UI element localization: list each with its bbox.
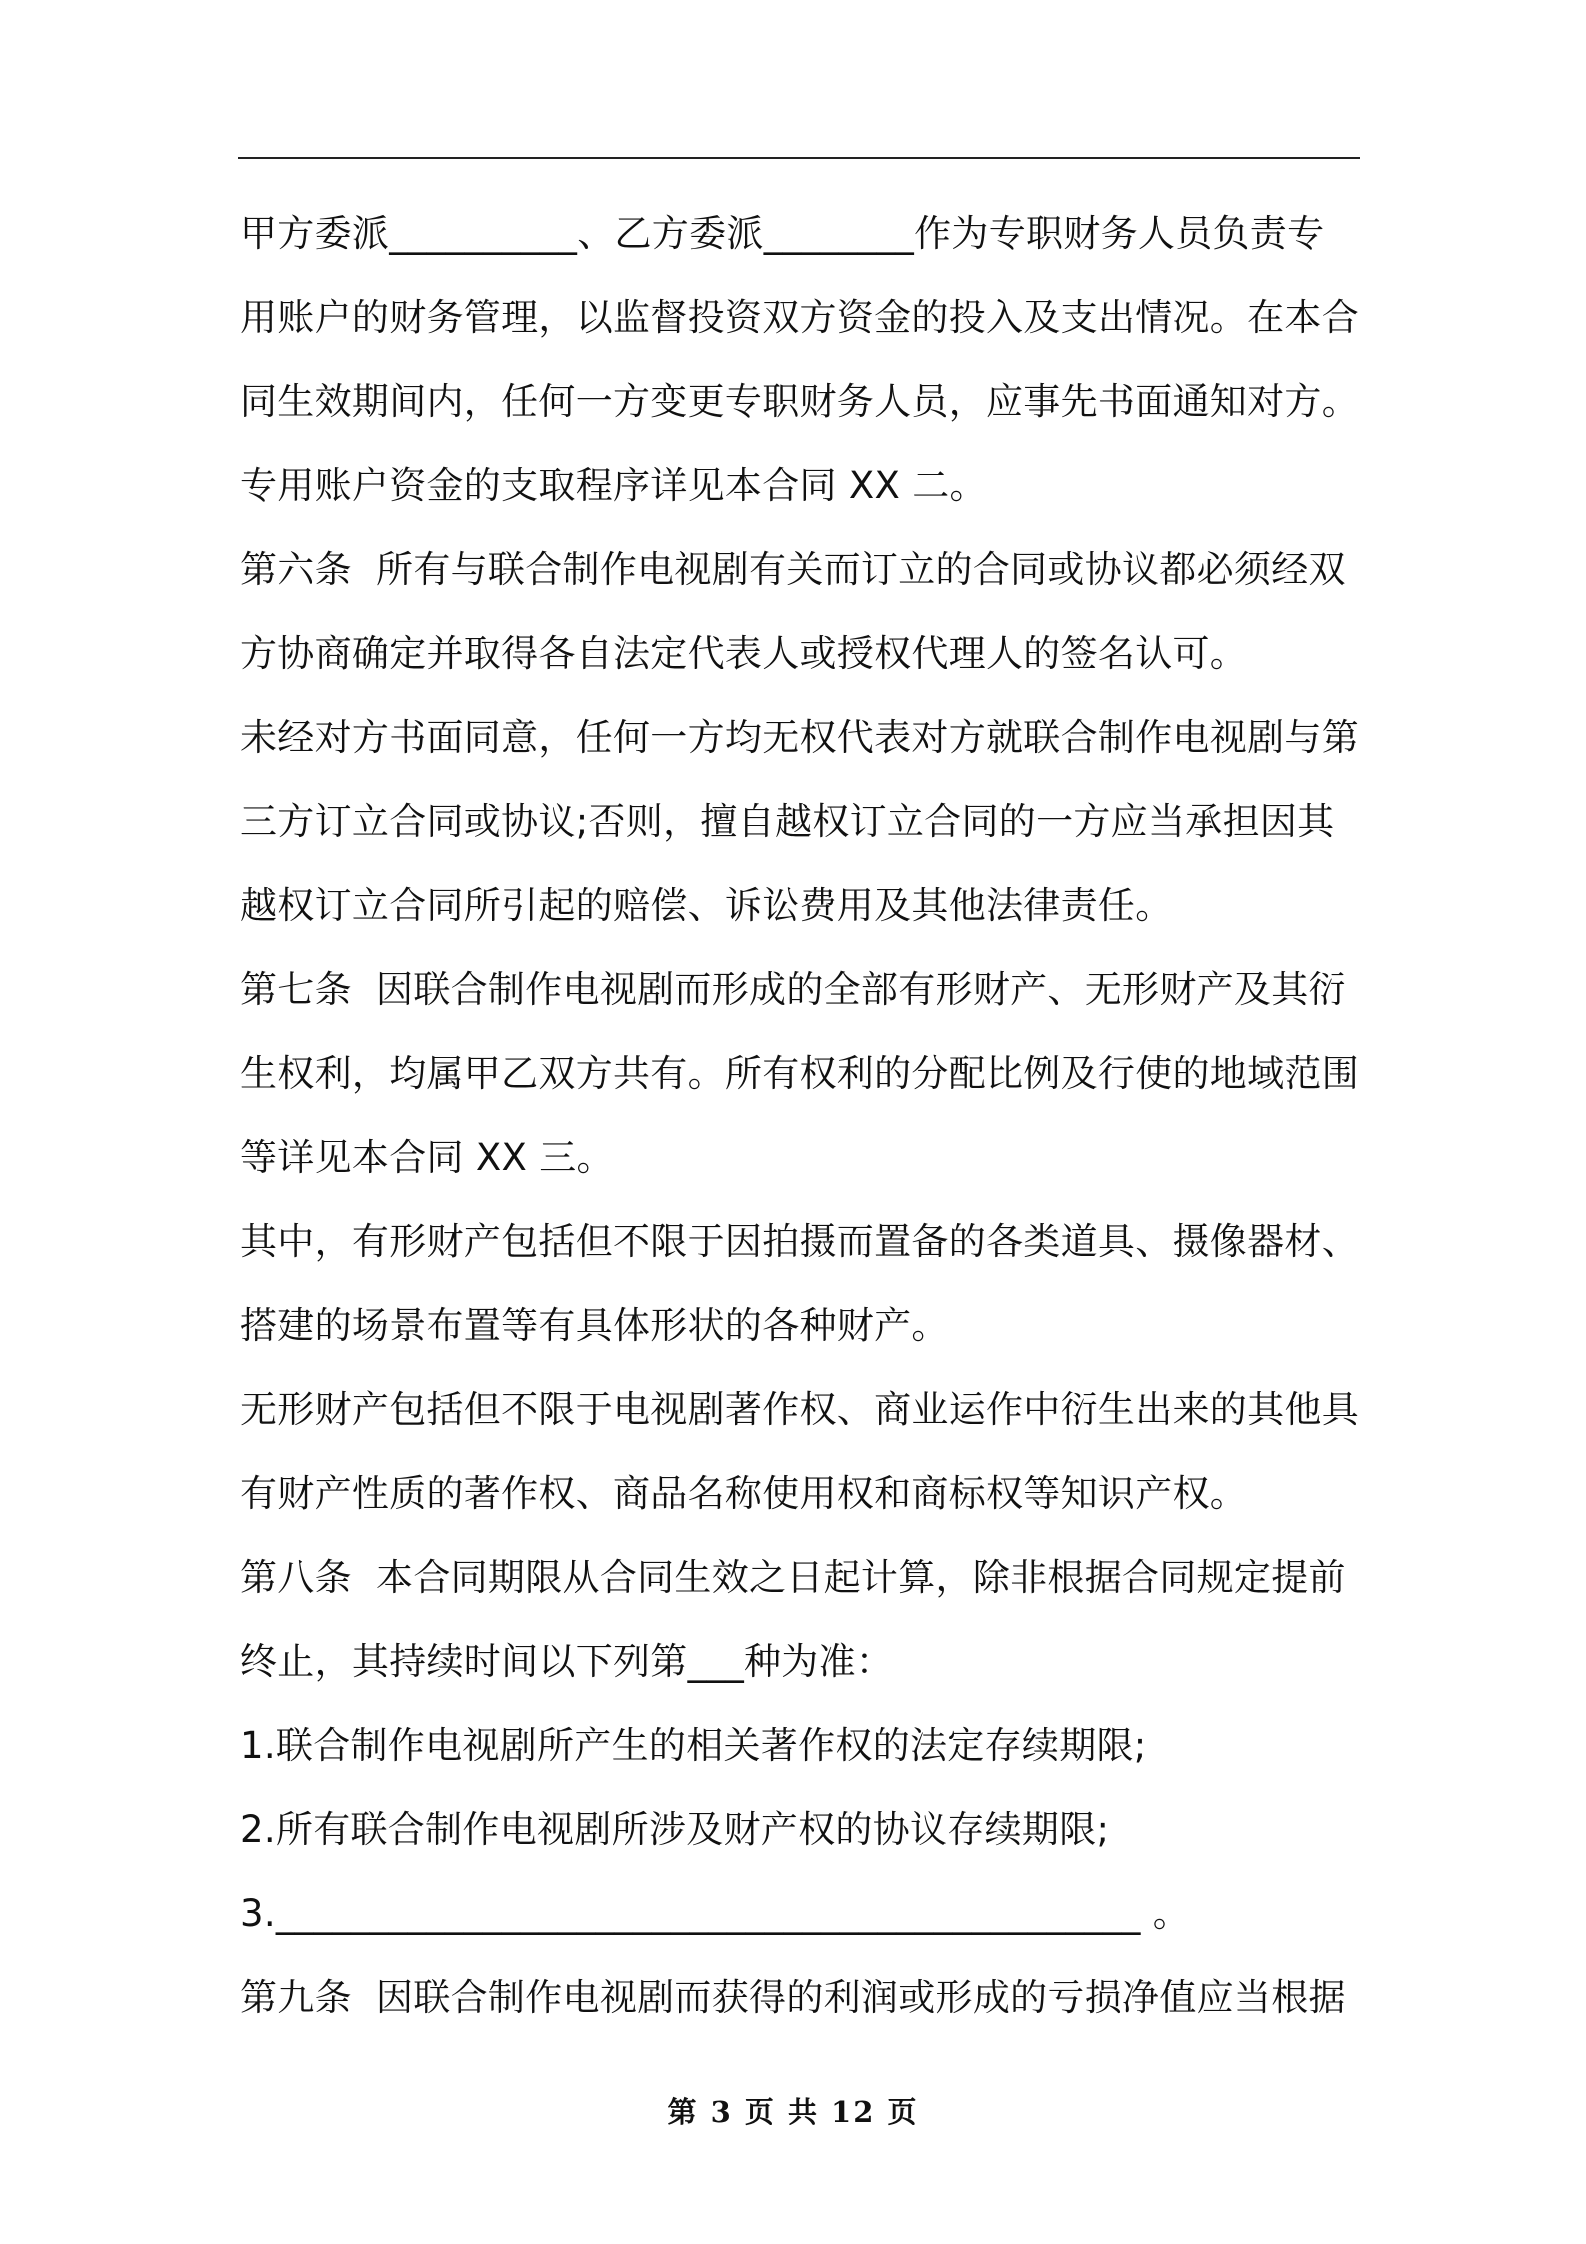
text-line: 等详见本合同 XX 三。: [240, 1136, 614, 1179]
page-number: 第 3 页 共 12 页: [667, 2095, 919, 2129]
article-9-line: 第九条 因联合制作电视剧而获得的利润或形成的亏损净值应当根据: [240, 1976, 1346, 2019]
text-line: 三方订立合同或协议;否则，擅自越权订立合同的一方应当承担因其: [240, 800, 1335, 843]
text-line: 甲方委派__________、乙方委派________作为专职财务人员负责专: [240, 212, 1325, 255]
text-line: 方协商确定并取得各自法定代表人或授权代理人的签名认可。: [240, 632, 1248, 675]
article-8-line: 第八条 本合同期限从合同生效之日起计算，除非根据合同规定提前: [240, 1556, 1346, 1599]
text-line: 未经对方书面同意，任何一方均无权代表对方就联合制作电视剧与第: [240, 716, 1359, 759]
text-line: 用账户的财务管理，以监督投资双方资金的投入及支出情况。在本合: [240, 296, 1359, 339]
text-line: 生权利，均属甲乙双方共有。所有权利的分配比例及行使的地域范围: [240, 1052, 1359, 1095]
text-line: 无形财产包括但不限于电视剧著作权、商业运作中衍生出来的其他具: [240, 1388, 1359, 1431]
list-item: 1.联合制作电视剧所产生的相关著作权的法定存续期限;: [240, 1724, 1147, 1767]
text-line: 搭建的场景布置等有具体形状的各种财产。: [240, 1304, 949, 1347]
document-body: [240, 192, 1358, 2040]
text-line: 越权订立合同所引起的赔偿、诉讼费用及其他法律责任。: [240, 884, 1173, 927]
header-rule: [238, 157, 1360, 159]
text-line: 终止，其持续时间以下列第___种为准：: [240, 1640, 894, 1683]
list-item: 3.______________________________________________ 。: [240, 1892, 1191, 1935]
text-line: 同生效期间内，任何一方变更专职财务人员，应事先书面通知对方。: [240, 380, 1359, 423]
text-line: 有财产性质的著作权、商品名称使用权和商标权等知识产权。: [240, 1472, 1248, 1515]
article-7-line: 第七条 因联合制作电视剧而形成的全部有形财产、无形财产及其衍: [240, 968, 1346, 1011]
text-line: 专用账户资金的支取程序详见本合同 XX 二。: [240, 464, 987, 507]
list-item: 2.所有联合制作电视剧所涉及财产权的协议存续期限;: [240, 1808, 1110, 1851]
article-6-line: 第六条 所有与联合制作电视剧有关而订立的合同或协议都必须经双: [240, 548, 1346, 591]
text-line: 其中，有形财产包括但不限于因拍摄而置备的各类道具、摄像器材、: [240, 1220, 1359, 1263]
